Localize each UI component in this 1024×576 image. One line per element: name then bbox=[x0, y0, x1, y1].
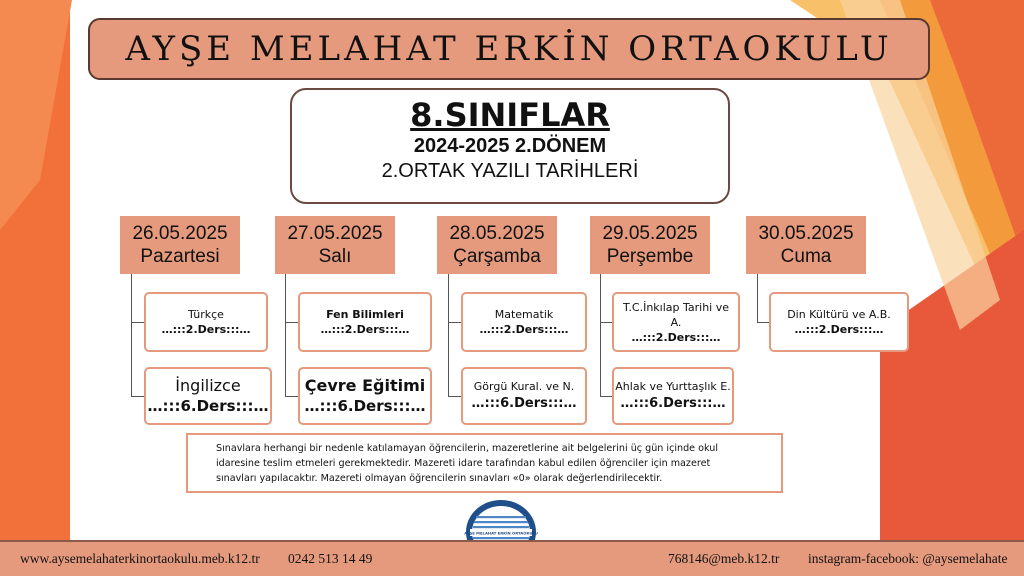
exam-period: …:::2.Ders:::… bbox=[631, 330, 721, 344]
exam-subject: Çevre Eğitimi bbox=[304, 376, 426, 395]
connector-tue bbox=[285, 274, 286, 396]
exam-period: …:::6.Ders:::… bbox=[620, 396, 726, 411]
day-date: 28.05.2025 bbox=[449, 223, 545, 244]
footer-social[interactable]: instagram-facebook: @aysemelahate bbox=[808, 551, 1008, 566]
exam-period: …:::2.Ders:::… bbox=[320, 323, 410, 336]
exam-card bbox=[298, 367, 432, 425]
footer-phone: 0242 513 14 49 bbox=[288, 551, 373, 566]
exam-card bbox=[612, 367, 734, 425]
day-date: 27.05.2025 bbox=[287, 223, 383, 244]
footer-website[interactable]: www.aysemelahaterkinortaokulu.meb.k12.tr bbox=[20, 551, 260, 566]
exam-period: …:::2.Ders:::… bbox=[794, 323, 884, 336]
exam-subject-line2: A. bbox=[670, 315, 682, 329]
grade-title: 8.SINIFLAR bbox=[410, 96, 610, 134]
day-name: Çarşamba bbox=[453, 246, 541, 267]
connector-wed bbox=[448, 274, 449, 396]
day-date: 30.05.2025 bbox=[758, 223, 854, 244]
exam-subject: Türkçe bbox=[188, 308, 224, 321]
school-title: AYŞE MELAHAT ERKİN ORTAOKULU bbox=[125, 29, 893, 69]
connector-mon-1 bbox=[131, 322, 145, 323]
day-name: Pazartesi bbox=[140, 246, 220, 267]
connector-wed-1 bbox=[448, 322, 462, 323]
day-thursday bbox=[590, 216, 710, 274]
day-name: Salı bbox=[318, 246, 352, 267]
connector-fri bbox=[757, 274, 758, 322]
day-wednesday bbox=[437, 216, 557, 274]
header-box bbox=[290, 88, 730, 204]
exam-subject: Görgü Kural. ve N. bbox=[473, 380, 575, 393]
note-line-3: sınavları yapılacaktır. Mazereti olmayan öğrencilerin sınavları «0» olarak değerlendirilecektir. bbox=[216, 473, 663, 484]
exam-card bbox=[769, 292, 909, 352]
exam-subject-line1: T.C.İnkılap Tarihi ve bbox=[622, 300, 730, 314]
connector-mon bbox=[131, 274, 132, 396]
connector-mon-2 bbox=[131, 396, 145, 397]
exam-subject: Din Kültürü ve A.B. bbox=[787, 308, 891, 321]
connector-wed-2 bbox=[448, 396, 462, 397]
day-name: Cuma bbox=[780, 246, 832, 267]
exam-dates-title: 2.ORTAK YAZILI TARİHLERİ bbox=[381, 160, 639, 182]
exam-card bbox=[461, 292, 587, 352]
day-tuesday bbox=[275, 216, 395, 274]
exam-subject: İngilizce bbox=[175, 376, 241, 395]
footer-email[interactable]: 768146@meb.k12.tr bbox=[668, 551, 780, 566]
exam-card bbox=[298, 292, 432, 352]
school-title-bar bbox=[88, 18, 930, 80]
makeup-exam-note bbox=[186, 433, 783, 493]
day-date: 26.05.2025 bbox=[132, 223, 228, 244]
exam-period: …:::2.Ders:::… bbox=[161, 323, 251, 336]
note-line-1: Sınavlara herhangi bir nedenle katılamayan öğrencilerin, mazeretlerine ait belgelerini üç gün içinde okul bbox=[216, 443, 719, 454]
day-name: Perşembe bbox=[606, 246, 694, 267]
term-title: 2024-2025 2.DÖNEM bbox=[413, 135, 607, 157]
note-line-2: idaresine teslim etmeleri gerekmektedir. Mazereti idare tarafından kabul edilen öğrenciler için mazeret bbox=[216, 458, 711, 469]
exam-subject: Matematik bbox=[494, 308, 554, 321]
logo-text: AYŞE MELAHAT ERKİN ORTAOKULU bbox=[464, 530, 538, 536]
exam-card bbox=[461, 367, 587, 425]
footer-bar bbox=[0, 540, 1024, 576]
connector-tue-2 bbox=[285, 396, 299, 397]
exam-subject: Fen Bilimleri bbox=[326, 308, 404, 321]
exam-subject: Ahlak ve Yurttaşlık E. bbox=[615, 380, 731, 393]
exam-card bbox=[612, 292, 740, 352]
exam-card bbox=[144, 367, 272, 425]
exam-period: …:::2.Ders:::… bbox=[479, 323, 569, 336]
day-friday bbox=[746, 216, 866, 274]
exam-period: …:::6.Ders:::… bbox=[147, 397, 269, 415]
connector-tue-1 bbox=[285, 322, 299, 323]
exam-card bbox=[144, 292, 268, 352]
exam-period: …:::6.Ders:::… bbox=[304, 397, 426, 415]
connector-thu bbox=[600, 274, 601, 396]
day-monday bbox=[120, 216, 240, 274]
exam-period: …:::6.Ders:::… bbox=[471, 396, 577, 411]
day-date: 29.05.2025 bbox=[602, 223, 698, 244]
